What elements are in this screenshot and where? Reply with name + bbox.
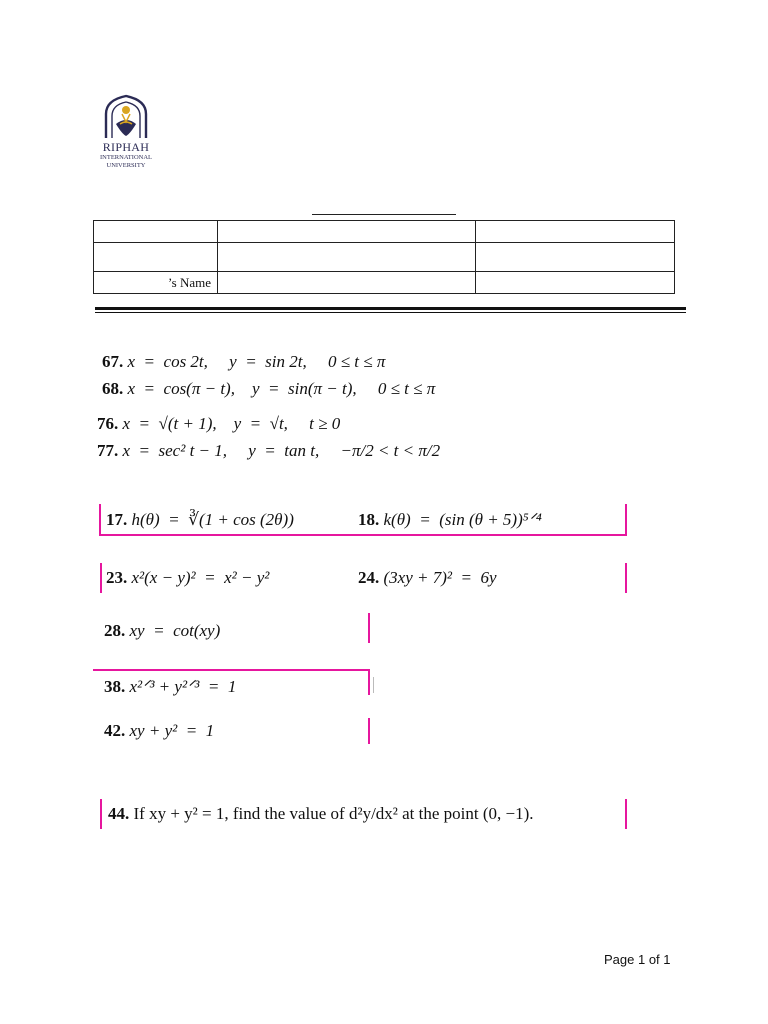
table-cell: [476, 243, 675, 272]
problem-23: [106, 568, 269, 588]
highlight-bar: [625, 504, 627, 536]
thick-separator: [95, 307, 686, 310]
problem-77: [97, 441, 440, 461]
problem-number: 76.: [97, 414, 119, 433]
faint-mark: [373, 677, 374, 693]
problem-68: [102, 379, 435, 399]
problem-text: xy + y² = 1: [129, 721, 215, 740]
table-cell: [94, 221, 218, 243]
table-cell: [476, 221, 675, 243]
problem-number: 68.: [102, 379, 124, 398]
student-name-label: ’s Name: [94, 272, 218, 294]
table-cell: [218, 272, 476, 294]
table-cell: [94, 243, 218, 272]
problem-76: [97, 414, 340, 434]
problem-number: 28.: [104, 621, 126, 640]
problem-text: x = √(t + 1), y = √t, t ≥ 0: [122, 414, 341, 433]
table-cell: [218, 243, 476, 272]
problem-38: [104, 677, 236, 697]
problem-number: 42.: [104, 721, 126, 740]
highlight-bar: [625, 563, 627, 593]
highlight-bar: [99, 534, 627, 536]
problem-number: 17.: [106, 510, 128, 529]
problem-text: xy = cot(xy): [129, 621, 221, 640]
problem-number: 44.: [108, 804, 130, 823]
problem-44: [108, 804, 534, 824]
problem-text: x²ᐟ³ + y²ᐟ³ = 1: [129, 677, 237, 696]
table-row: [94, 243, 675, 272]
problem-28: [104, 621, 220, 641]
problem-text: x = cos 2t, y = sin 2t, 0 ≤ t ≤ π: [127, 352, 386, 371]
problem-text: x = sec² t − 1, y = tan t, −π/2 < t < π/2: [122, 441, 441, 460]
problem-text: (3xy + 7)² = 6y: [383, 568, 497, 587]
problem-18: [358, 510, 542, 530]
problem-number: 38.: [104, 677, 126, 696]
info-table: [93, 220, 675, 294]
highlight-bar: [368, 669, 370, 695]
highlight-bar: [368, 613, 370, 643]
table-row: [94, 221, 675, 243]
page-number: Page 1 of 1: [604, 952, 671, 967]
logo-name: RIPHAH: [102, 140, 150, 154]
crest-icon: [92, 94, 160, 140]
highlight-bar: [100, 563, 102, 593]
problem-text: x = cos(π − t), y = sin(π − t), 0 ≤ t ≤ π: [127, 379, 436, 398]
highlight-bar: [99, 504, 101, 536]
logo-line-3: UNIVERSITY: [106, 162, 146, 169]
problem-number: 23.: [106, 568, 128, 587]
problem-number: 24.: [358, 568, 380, 587]
table-cell: [218, 221, 476, 243]
thin-separator: [95, 312, 686, 313]
problem-17: [106, 510, 294, 530]
problem-number: 77.: [97, 441, 119, 460]
problem-67: [102, 352, 385, 372]
problem-text: If xy + y² = 1, find the value of d²y/dx² at the point (0, −1).: [133, 804, 534, 823]
highlight-bar: [93, 669, 370, 671]
table-cell: [476, 272, 675, 294]
problem-24: [358, 568, 497, 588]
problem-text: h(θ) = ∛(1 + cos (2θ)): [131, 510, 294, 529]
highlight-bar: [625, 799, 627, 829]
highlight-bar: [368, 718, 370, 744]
logo-line-2: INTERNATIONAL: [100, 154, 152, 161]
problem-number: 67.: [102, 352, 124, 371]
university-logo: [92, 94, 160, 176]
table-row: [94, 272, 675, 294]
problem-42: [104, 721, 214, 741]
title-underline: [312, 214, 456, 215]
problem-text: x²(x − y)² = x² − y²: [131, 568, 270, 587]
problem-number: 18.: [358, 510, 380, 529]
problem-text: k(θ) = (sin (θ + 5))⁵ᐟ⁴: [383, 510, 542, 529]
highlight-bar: [100, 799, 102, 829]
